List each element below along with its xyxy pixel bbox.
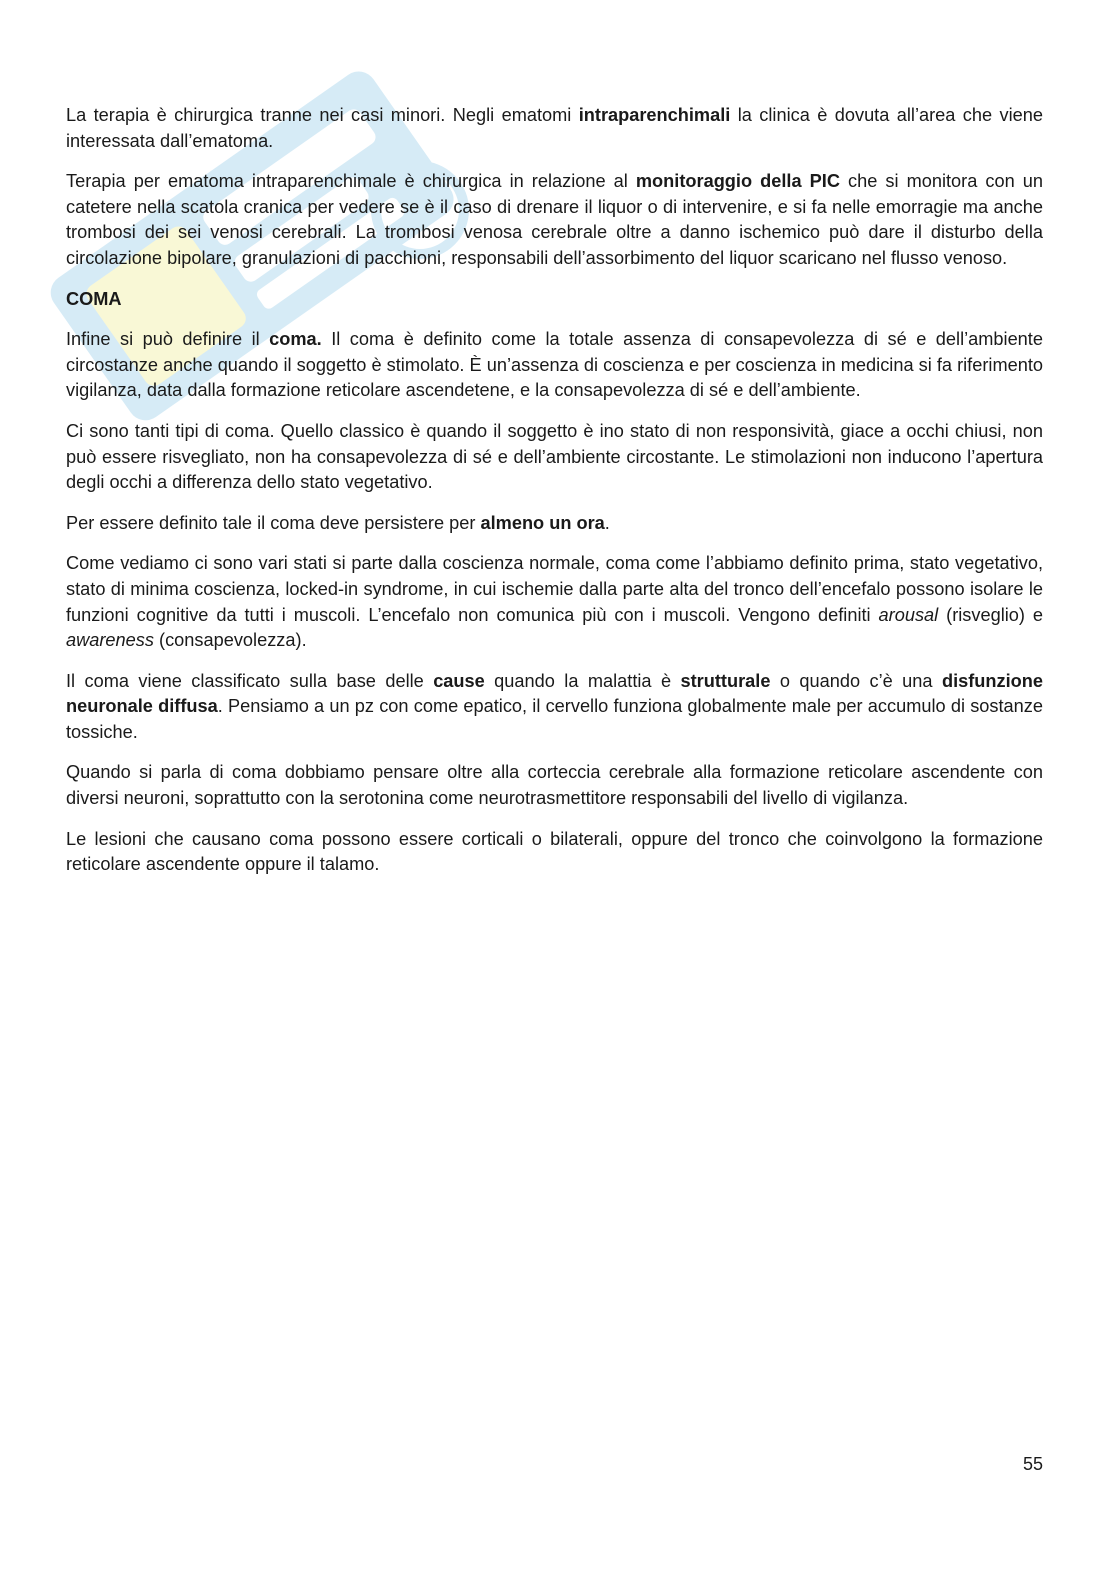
italic-text: arousal [878, 604, 939, 625]
text-run: (consapevolezza). [153, 630, 307, 651]
text-run: la clinica è dovuta all’area che viene interessata dall’ematoma. [66, 105, 1043, 151]
paragraph [66, 419, 1043, 496]
text-run: o quando c’è una [770, 670, 942, 691]
text-run: Quando si parla di coma dobbiamo pensare oltre alla corteccia cerebrale alla formazione reticolare ascendente con diversi neuroni, soprattutto con la serotonina come neurotrasmettitore responsabili del livello di vigilanza. [66, 762, 1043, 809]
paragraph [66, 551, 1043, 653]
bold-text: coma. [269, 329, 322, 350]
page-number: 55 [1022, 1454, 1043, 1474]
text-run: La terapia è chirurgica tranne nei casi minori. Negli ematomi [66, 105, 579, 125]
bold-text: cause [433, 670, 485, 691]
text-run: Come vediamo ci sono vari stati si parte dalla coscienza normale, coma come l’abbiamo definito prima, stato vegetativo, stato di minima coscienza, locked-in syndrome, in cui ischemie dalla parte alta del tronco dell’encefalo possono isolare le funzioni cognitive da tutti i muscoli. L’encefalo non comunica più con i muscoli. Vengono definiti [66, 553, 1043, 625]
paragraph [66, 511, 1043, 537]
bold-text: almeno un ora [480, 512, 605, 533]
intro-paragraphs [66, 103, 1043, 272]
text-run: (risveglio) e [938, 604, 1044, 625]
paragraph [66, 827, 1043, 878]
paragraph [66, 169, 1043, 271]
text-run: . Pensiamo a un pz con come epatico, il cervello funziona globalmente male per accumulo di sostanze tossiche. [66, 696, 1043, 742]
text-run: Infine si può definire il [66, 329, 270, 350]
paragraph [66, 669, 1043, 746]
text-run: Il coma viene classificato sulla base delle [66, 670, 434, 691]
text-run: Le lesioni che causano coma possono essere corticali o bilaterali, oppure del tronco che coinvolgono la formazione reticolare ascendente oppure il talamo. [66, 828, 1043, 875]
bold-text: intraparenchimali [578, 105, 731, 125]
text-run: Ci sono tanti tipi di coma. Quello classico è quando il soggetto è ino stato di non responsività, giace a occhi chiusi, non può essere risvegliato, non ha consapevolezza di sé e dell’ambiente circostante. Le stimolazioni non inducono l’apertura degli occhi a differenza dello stato vegetativo. [66, 420, 1043, 493]
paragraph [66, 327, 1043, 404]
text-run: Per essere definito tale il coma deve persistere per [66, 512, 481, 533]
text-run: Terapia per ematoma intraparenchimale è chirurgica in relazione al [66, 171, 636, 192]
bold-text: monitoraggio della PIC [635, 171, 840, 192]
text-run: quando la malattia è [484, 670, 681, 691]
bold-text: strutturale [680, 670, 771, 691]
text-run: che si monitora con un catetere nella scatola cranica per vedere se è il caso di drenare il liquor o di intervenire, e si fa nelle emorragie ma anche trombosi dei sei venosi cerebrali. La trombosi venosa cerebrale oltre a danno ischemico può dare il disturbo della circolazione bipolare, granulazioni di pacchioni, responsabili dell’assorbimento del liquor scaricano nel flusso venoso. [66, 171, 1043, 268]
coma-paragraphs [66, 327, 1043, 878]
text-run: . [604, 512, 610, 533]
section-heading-coma: COMA [66, 288, 122, 309]
bold-text: disfunzione neuronale diffusa [66, 670, 1043, 717]
text-run: Il coma è definito come la totale assenza di consapevolezza di sé e dell’ambiente circostanze anche quando il soggetto è stimolato. È un’assenza di coscienza e per coscienza in medicina si fa riferimento vigilanza, data dalla formazione reticolare ascendetene, e la consapevolezza di sé e dell’ambiente. [66, 329, 1043, 401]
paragraph [66, 103, 1043, 154]
italic-text: awareness [66, 630, 154, 651]
paragraph [66, 760, 1043, 811]
page-body [66, 103, 1043, 893]
